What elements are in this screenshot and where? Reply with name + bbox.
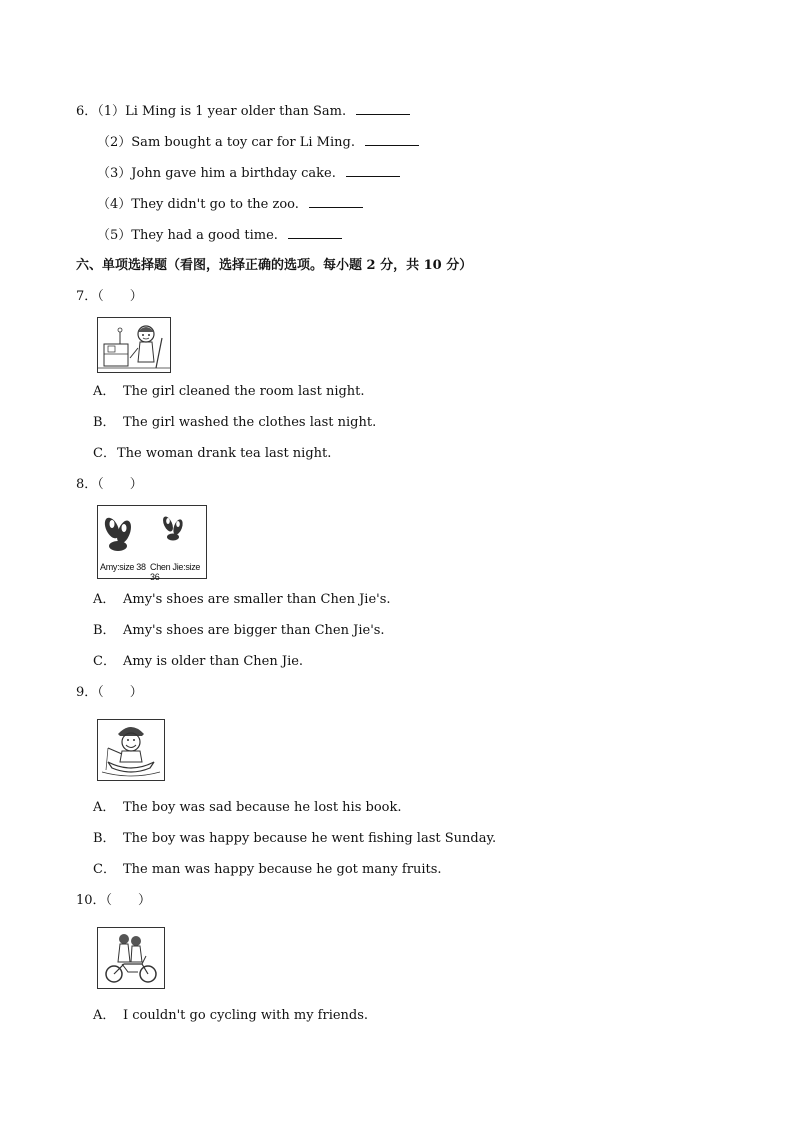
option-text: The man was happy because he got many fruits. [123, 862, 442, 877]
option-letter: A． [93, 1008, 116, 1023]
q6-item-4 [97, 195, 363, 214]
option-text: The girl cleaned the room last night. [123, 384, 365, 399]
item-tag: （5） [97, 228, 132, 243]
q6-item-3 [97, 164, 400, 183]
q8-option-a[interactable] [93, 591, 391, 609]
answer-blank[interactable] [346, 164, 400, 177]
question-number: 6． [76, 104, 98, 119]
section-heading: 六、单项选择题（看图，选择正确的选项。每小题 2 分，共 10 分） [76, 258, 473, 273]
q8-stem [76, 476, 143, 494]
option-letter: C． [93, 654, 116, 669]
q9-option-c[interactable] [93, 861, 442, 879]
question-number: 8． [76, 477, 98, 492]
option-letter: B． [93, 831, 116, 846]
answer-blank[interactable] [365, 133, 419, 146]
option-letter: C． [93, 862, 116, 877]
item-text: They didn't go to the zoo. [131, 197, 299, 212]
answer-blank[interactable] [288, 226, 342, 239]
option-letter: B． [93, 415, 116, 430]
answer-paren[interactable]: （ ） [105, 893, 152, 908]
q9-option-b[interactable] [93, 830, 496, 848]
answer-paren[interactable]: （ ） [97, 289, 143, 304]
q7-option-c[interactable] [93, 445, 331, 463]
option-letter: A． [93, 384, 116, 399]
item-tag: （3） [97, 166, 132, 181]
option-text: Amy is older than Chen Jie. [123, 654, 304, 669]
question-number: 10． [76, 893, 106, 908]
option-text: The woman drank tea last night. [117, 446, 332, 461]
item-text: They had a good time. [131, 228, 278, 243]
q6-item-1 [76, 102, 410, 121]
option-text: Amy's shoes are bigger than Chen Jie's. [123, 623, 385, 638]
option-text: The girl washed the clothes last night. [123, 415, 377, 430]
q8-picture-shoes [97, 505, 207, 582]
option-letter: A． [93, 592, 116, 607]
item-tag: （4） [97, 197, 132, 212]
q9-picture-boy-fishing [97, 719, 165, 781]
option-text: The boy was happy because he went fishing last Sunday. [123, 831, 497, 846]
answer-paren[interactable]: （ ） [97, 477, 143, 492]
q7-option-b[interactable] [93, 414, 376, 432]
q9-option-a[interactable] [93, 799, 402, 817]
item-tag: （1） [97, 104, 126, 119]
answer-paren[interactable]: （ ） [97, 685, 143, 700]
option-letter: B． [93, 623, 116, 638]
q10-stem [76, 892, 151, 910]
question-number: 7． [76, 289, 98, 304]
q8-option-c[interactable] [93, 653, 303, 671]
answer-blank[interactable] [309, 195, 363, 208]
option-text: I couldn't go cycling with my friends. [123, 1008, 369, 1023]
q6-item-5 [97, 226, 342, 245]
q7-option-a[interactable] [93, 383, 365, 401]
q9-stem [76, 684, 143, 702]
image-label-chen-jie: Chen Jie:size 36 [150, 562, 201, 582]
q10-option-a[interactable] [93, 1007, 368, 1025]
image-label-amy: Amy:size 38 [100, 562, 146, 572]
item-text: Sam bought a toy car for Li Ming. [131, 135, 355, 150]
answer-blank[interactable] [356, 102, 410, 115]
item-tag: （2） [97, 135, 132, 150]
option-letter: A． [93, 800, 116, 815]
option-text: The boy was sad because he lost his book. [123, 800, 402, 815]
q7-stem [76, 288, 143, 306]
q7-picture-girl-cleaning [97, 317, 171, 373]
item-text: John gave him a birthday cake. [131, 166, 336, 181]
question-number: 9． [76, 685, 98, 700]
q8-option-b[interactable] [93, 622, 385, 640]
option-text: Amy's shoes are smaller than Chen Jie's. [123, 592, 391, 607]
item-text: Li Ming is 1 year older than Sam. [125, 104, 347, 119]
q6-item-2 [97, 133, 419, 152]
q10-picture-motorbike [97, 927, 165, 989]
option-letter: C． [93, 446, 116, 461]
